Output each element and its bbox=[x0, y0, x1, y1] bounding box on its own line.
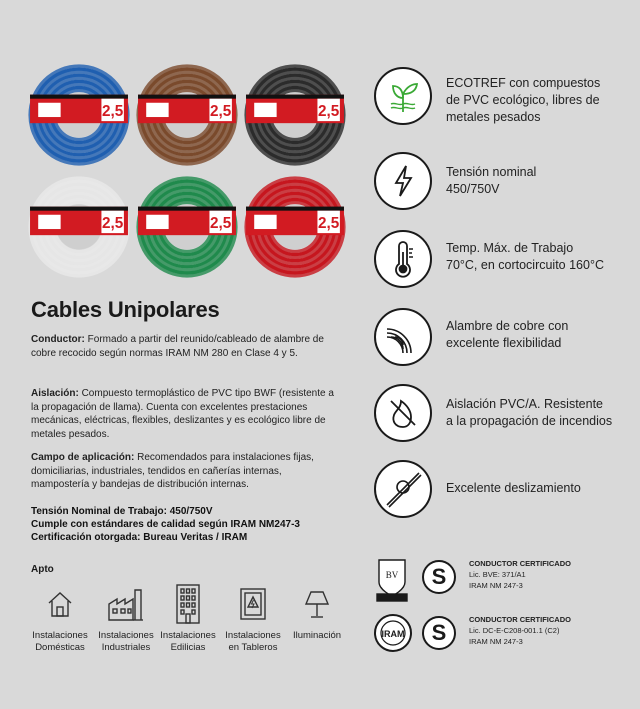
iram-logo bbox=[374, 614, 412, 652]
campo-label: Campo de aplicación: bbox=[31, 452, 135, 463]
factory-icon bbox=[94, 578, 158, 630]
feature-temperatura bbox=[374, 230, 634, 290]
s-mark-icon: S bbox=[422, 560, 456, 594]
cable-coil-blue bbox=[28, 64, 130, 166]
coil-brand-logo bbox=[254, 103, 276, 117]
coil-brand-logo bbox=[146, 103, 168, 117]
coil-gauge-label: 2,5 bbox=[210, 103, 232, 121]
feature-ecotref bbox=[374, 67, 634, 127]
electrical-panel-icon bbox=[221, 578, 285, 630]
apto-label-2: Industriales bbox=[101, 641, 151, 653]
cert-iram bbox=[374, 612, 634, 664]
coil-gauge-label: 2,5 bbox=[102, 103, 124, 121]
page-title: Cables Unipolares bbox=[31, 297, 220, 322]
feature-line: metales pesados bbox=[446, 110, 541, 124]
apto-label-1: Instalaciones bbox=[98, 630, 154, 641]
copper-wire-icon bbox=[374, 308, 432, 366]
feature-text bbox=[446, 480, 581, 497]
feature-deslizamiento bbox=[374, 460, 634, 520]
apto-item-tableros bbox=[221, 578, 285, 653]
apto-heading: Apto bbox=[31, 564, 54, 575]
feature-line: Tensión nominal bbox=[446, 165, 537, 179]
feature-text bbox=[446, 240, 604, 274]
cable-coil-white bbox=[28, 176, 130, 278]
coil-brand-logo bbox=[254, 215, 276, 229]
cumple-spec: Cumple con estándares de calidad según IRAM NM247-3 bbox=[31, 519, 300, 530]
cert-text bbox=[469, 614, 571, 647]
feature-line: Aislación PVC/A. Resistente bbox=[446, 397, 604, 411]
cert-text bbox=[469, 558, 571, 591]
feature-line: de PVC ecológico, libres de bbox=[446, 93, 600, 107]
lamp-icon bbox=[285, 578, 349, 630]
feature-line: excelente flexibilidad bbox=[446, 336, 562, 350]
coil-gauge-label: 2,5 bbox=[318, 103, 340, 121]
feature-text bbox=[446, 75, 600, 126]
campo-paragraph bbox=[31, 451, 341, 492]
svg-text:IRAM: IRAM bbox=[381, 629, 405, 639]
cable-coil-green bbox=[136, 176, 238, 278]
apto-label-2: Edilicias bbox=[170, 641, 206, 653]
feature-text bbox=[446, 164, 536, 198]
feature-line: Temp. Máx. de Trabajo bbox=[446, 241, 574, 255]
certificacion-spec: Certificación otorgada: Bureau Veritas / IRAM bbox=[31, 532, 248, 543]
svg-text:BV: BV bbox=[385, 570, 399, 580]
cert-heading: CONDUCTOR CERTIFICADO bbox=[469, 559, 571, 568]
lightning-icon bbox=[374, 152, 432, 210]
feature-line: ECOTREF con compuestos bbox=[446, 76, 601, 90]
feature-line: 450/750V bbox=[446, 182, 500, 196]
cable-coil-red bbox=[244, 176, 346, 278]
coil-brand-logo bbox=[146, 215, 168, 229]
cert-license: Lic. BVE: 371/A1 bbox=[469, 570, 526, 579]
feature-tension bbox=[374, 152, 634, 212]
cable-coil-brown bbox=[136, 64, 238, 166]
apto-label-1: Instalaciones bbox=[225, 630, 281, 641]
eco-plant-icon bbox=[374, 67, 432, 125]
conductor-paragraph bbox=[31, 333, 341, 360]
coil-brand-logo bbox=[38, 215, 60, 229]
coil-brand-logo bbox=[38, 103, 60, 117]
coil-gauge-label: 2,5 bbox=[102, 215, 124, 233]
cert-license: Lic. DC-E-C208-001.1 (C2) bbox=[469, 626, 560, 635]
tension-spec: Tensión Nominal de Trabajo: 450/750V bbox=[31, 506, 213, 517]
sliding-wire-icon bbox=[374, 460, 432, 518]
cert-bureau-veritas bbox=[374, 556, 634, 608]
apto-label-1: Instalaciones bbox=[160, 630, 216, 641]
feature-cobre bbox=[374, 308, 634, 368]
cert-norm: IRAM NM 247-3 bbox=[469, 581, 523, 590]
apto-label-1: Instalaciones bbox=[32, 630, 88, 641]
aislacion-label: Aislación: bbox=[31, 388, 79, 399]
conductor-text: Formado a partir del reunido/cableado de alambre de cobre recocido según normas IRAM NM 280 en Clase 4 y 5. bbox=[31, 334, 324, 359]
apto-label-1: Iluminación bbox=[292, 630, 342, 641]
aislacion-paragraph bbox=[31, 387, 341, 441]
cert-heading: CONDUCTOR CERTIFICADO bbox=[469, 615, 571, 624]
feature-text bbox=[446, 396, 612, 430]
bureau-veritas-logo bbox=[374, 556, 410, 602]
product-photo bbox=[22, 60, 358, 292]
s-mark-icon: S bbox=[422, 616, 456, 650]
apto-item-industriales bbox=[94, 578, 158, 653]
house-icon bbox=[28, 578, 92, 630]
apto-label-2: Domésticas bbox=[35, 641, 85, 653]
apto-label-2: en Tableros bbox=[228, 641, 278, 653]
cable-coil-black bbox=[244, 64, 346, 166]
apto-item-iluminacion bbox=[285, 578, 349, 642]
campo-text: Recomendados para instalaciones fijas, domiciliarias, industriales, tendidos en cañerías internas, mampostería y bandejas de distribución internas. bbox=[31, 452, 314, 491]
feature-aislacion bbox=[374, 384, 634, 444]
thermometer-icon bbox=[374, 230, 432, 288]
cert-norm: IRAM NM 247-3 bbox=[469, 637, 523, 646]
feature-line: 70°C, en cortocircuito 160°C bbox=[446, 258, 604, 272]
no-fire-icon bbox=[374, 384, 432, 442]
coil-gauge-label: 2,5 bbox=[318, 215, 340, 233]
feature-line: Excelente deslizamiento bbox=[446, 481, 581, 495]
conductor-label: Conductor: bbox=[31, 334, 85, 345]
apto-item-edilicias bbox=[156, 578, 220, 653]
feature-line: Alambre de cobre con bbox=[446, 319, 569, 333]
building-icon bbox=[156, 578, 220, 630]
coil-gauge-label: 2,5 bbox=[210, 215, 232, 233]
feature-text bbox=[446, 318, 568, 352]
aislacion-text: Compuesto termoplástico de PVC tipo BWF (resistente a la propagación de llama). Cuenta con excelentes prestaciones mecánicas, eléctricas, flexibles, deslizantes y es ecológico libre de metales pesados. bbox=[31, 388, 334, 440]
feature-line: a la propagación de incendios bbox=[446, 414, 613, 428]
apto-item-domesticas bbox=[28, 578, 92, 653]
